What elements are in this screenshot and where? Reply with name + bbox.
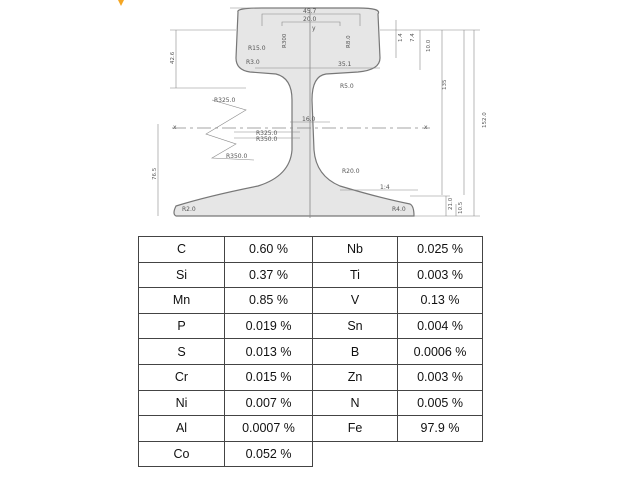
element-cell: V bbox=[313, 288, 398, 314]
element-cell: Ni bbox=[139, 390, 225, 416]
table-row bbox=[139, 237, 483, 263]
element-cell: Sn bbox=[313, 313, 398, 339]
value-cell: 0.013 % bbox=[225, 339, 313, 365]
dim-head-flange: 35.1 bbox=[338, 61, 352, 68]
dim-foot-edge: 10.5 bbox=[458, 201, 464, 214]
radius-r20-foot: R2.0 bbox=[182, 206, 196, 213]
element-cell: Zn bbox=[313, 364, 398, 390]
dim-head-inner: 20.0 bbox=[303, 16, 317, 23]
accent-mark bbox=[118, 0, 124, 6]
dim-web: 16.0 bbox=[302, 116, 316, 123]
element-cell: Nb bbox=[313, 237, 398, 263]
dim-head-side: 10.0 bbox=[426, 39, 432, 52]
radius-r350-mid: R350.0 bbox=[256, 136, 278, 143]
value-cell: 0.003 % bbox=[398, 364, 483, 390]
element-cell: Si bbox=[139, 262, 225, 288]
element-cell: Al bbox=[139, 416, 225, 442]
radius-r15: R15.0 bbox=[248, 45, 266, 52]
dim-small-a: 1.4 bbox=[398, 33, 404, 42]
rail-profile bbox=[174, 8, 414, 216]
value-cell: 97.9 % bbox=[398, 416, 483, 442]
radius-r325-mid: R325.0 bbox=[256, 130, 278, 137]
value-cell: 0.0006 % bbox=[398, 339, 483, 365]
element-cell: C bbox=[139, 237, 225, 263]
table-row bbox=[139, 441, 483, 467]
table-row bbox=[139, 288, 483, 314]
value-cell: 0.13 % bbox=[398, 288, 483, 314]
value-cell bbox=[398, 441, 483, 467]
value-cell: 0.003 % bbox=[398, 262, 483, 288]
element-cell: Cr bbox=[139, 364, 225, 390]
axis-x-right: x bbox=[424, 124, 428, 131]
axis-y-label: y bbox=[312, 25, 316, 32]
value-cell: 0.052 % bbox=[225, 441, 313, 467]
table-row bbox=[139, 364, 483, 390]
element-cell: B bbox=[313, 339, 398, 365]
value-cell: 0.004 % bbox=[398, 313, 483, 339]
axis-x-left: x bbox=[173, 124, 177, 131]
value-cell: 0.015 % bbox=[225, 364, 313, 390]
chemical-composition-table bbox=[138, 236, 483, 467]
slope-label: 1:4 bbox=[380, 184, 390, 191]
element-cell: Mn bbox=[139, 288, 225, 314]
element-cell: P bbox=[139, 313, 225, 339]
value-cell: 0.85 % bbox=[225, 288, 313, 314]
dim-foot-right: 21.0 bbox=[448, 197, 454, 210]
value-cell: 0.0007 % bbox=[225, 416, 313, 442]
radius-r325-top: R325.0 bbox=[214, 97, 236, 104]
element-cell: Co bbox=[139, 441, 225, 467]
value-cell: 0.005 % bbox=[398, 390, 483, 416]
dim-foot-height: 76.5 bbox=[152, 167, 158, 180]
radius-r350-low: R350.0 bbox=[226, 153, 248, 160]
rail-profile-drawing bbox=[0, 0, 640, 232]
element-cell: S bbox=[139, 339, 225, 365]
radius-r3: R3.0 bbox=[246, 59, 260, 66]
value-cell: 0.37 % bbox=[225, 262, 313, 288]
element-cell bbox=[313, 441, 398, 467]
radius-leader-zigzag bbox=[206, 100, 254, 160]
radius-r20-right: R20.0 bbox=[342, 168, 360, 175]
dim-inner-height: 152.0 bbox=[482, 112, 488, 128]
dim-head-width: 45.7 bbox=[303, 8, 317, 15]
table-row bbox=[139, 313, 483, 339]
table-row bbox=[139, 262, 483, 288]
dim-left-height: 42.6 bbox=[170, 51, 176, 64]
value-cell: 0.007 % bbox=[225, 390, 313, 416]
value-cell: 0.019 % bbox=[225, 313, 313, 339]
dim-small-b: 7.4 bbox=[410, 33, 416, 42]
value-cell: 0.60 % bbox=[225, 237, 313, 263]
element-cell: N bbox=[313, 390, 398, 416]
element-cell: Ti bbox=[313, 262, 398, 288]
table-row bbox=[139, 416, 483, 442]
radius-r300-vertical: R300 bbox=[282, 33, 288, 48]
element-cell: Fe bbox=[313, 416, 398, 442]
radius-r5-head: R5.0 bbox=[340, 83, 354, 90]
table-row bbox=[139, 390, 483, 416]
value-cell: 0.025 % bbox=[398, 237, 483, 263]
radius-r40-foot: R4.0 bbox=[392, 206, 406, 213]
radius-r80-vertical: R8.0 bbox=[346, 35, 352, 48]
dim-total-height: 135 bbox=[442, 79, 448, 90]
table-row bbox=[139, 339, 483, 365]
